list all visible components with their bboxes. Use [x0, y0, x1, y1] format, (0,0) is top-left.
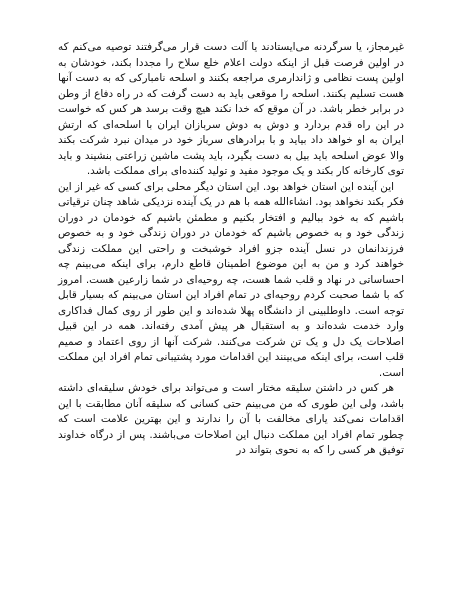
paragraph-1: غیرمجاز، یا سرگردنه می‌ایستادند یا آلت دست قرار می‌گرفتند توصیه می‌کنم که در اولین فرصت قبل از اینکه دولت اعلام خلع سلاح را مجددا بکند، خودشان به اولین پست نظامی و ژاندارمری مراجعه بکنند و اسلحه نامبارکی که به دست آنها هست تسلیم بکنند. اسلحه را موقعی باید به دست گرفت که در راه دفاع از وطن در برابر خطر باشد. در آن موقع که خدا نکند هیچ وقت برسد هر کس که خواست در این راه قدم بردارد و دوش به دوش سربازان ایران با اسلحه‌ای که ارتش ایران به او خواهد داد بیاید و با برادرهای سرباز خود در میدان نبرد شرکت بکند والا عوض اسلحه باید بیل به دست بگیرد، باید پشت ماشین زراعتی بنشیند و باید توی کارخانه کار بکند و یک موجود مفید و تولید کننده‌ای برای مملکت باشد. — [58, 41, 404, 177]
paragraph-3: هر کس در داشتن سلیقه مختار است و می‌تواند برای خودش سلیقه‌ای داشته باشد، ولی این طوری که من می‌بینم حتی کسانی که سلیقه آنان مطابقت با این اقدامات نمی‌کند یارای مخالفت با آن را ندارند و این بهترین علامت است که چطور تمام افراد این مملکت دنبال این اصلاحات می‌باشند. پس از درگاه خداوند توفیق هر کسی را که به نحوی بتواند در — [58, 382, 404, 456]
body-text — [58, 40, 404, 459]
paragraph-2: این آینده این استان خواهد بود. این استان دیگر محلی برای کسی که غیر از این فکر بکند نخواهد بود. انشاءالله همه با هم در یک آینده نزدیکی شاهد چنان ترقیاتی باشیم که به خود ببالیم و افتخار بکنیم و مطمئن باشیم که خودمان در دوران زندگی خود و به خصوص باشیم که خودمان در دوران زندگی خود و به خصوص فرزندانمان در نسل آینده جزو افراد خوشبخت و راحتی این مملکت زندگی خواهند کرد و من به این موضوع اطمینان قاطع دارم، برای اینکه می‌بینم چه احساساتی در نهاد و قلب شما هست، چه روحیه‌ای در شما زارعین هست. امروز که با شما صحبت کردم روحیه‌ای در تمام افراد این استان می‌بینم که بسیار قابل توجه است. داوطلبینی از دانشگاه پهلا شده‌اند و این طور از روی کمال فداکاری وارد خدمت شده‌اند و به استقبال هر پیش آمدی رفته‌اند. همه در این قبیل اصلاحات یک دل و یک تن شرکت می‌کنند. شرکت آنها از روی اعتماد و صمیم قلب است، برای اینکه می‌بینند این اقدامات مورد پشتیبانی تمام افراد این مملکت است. — [58, 180, 404, 379]
